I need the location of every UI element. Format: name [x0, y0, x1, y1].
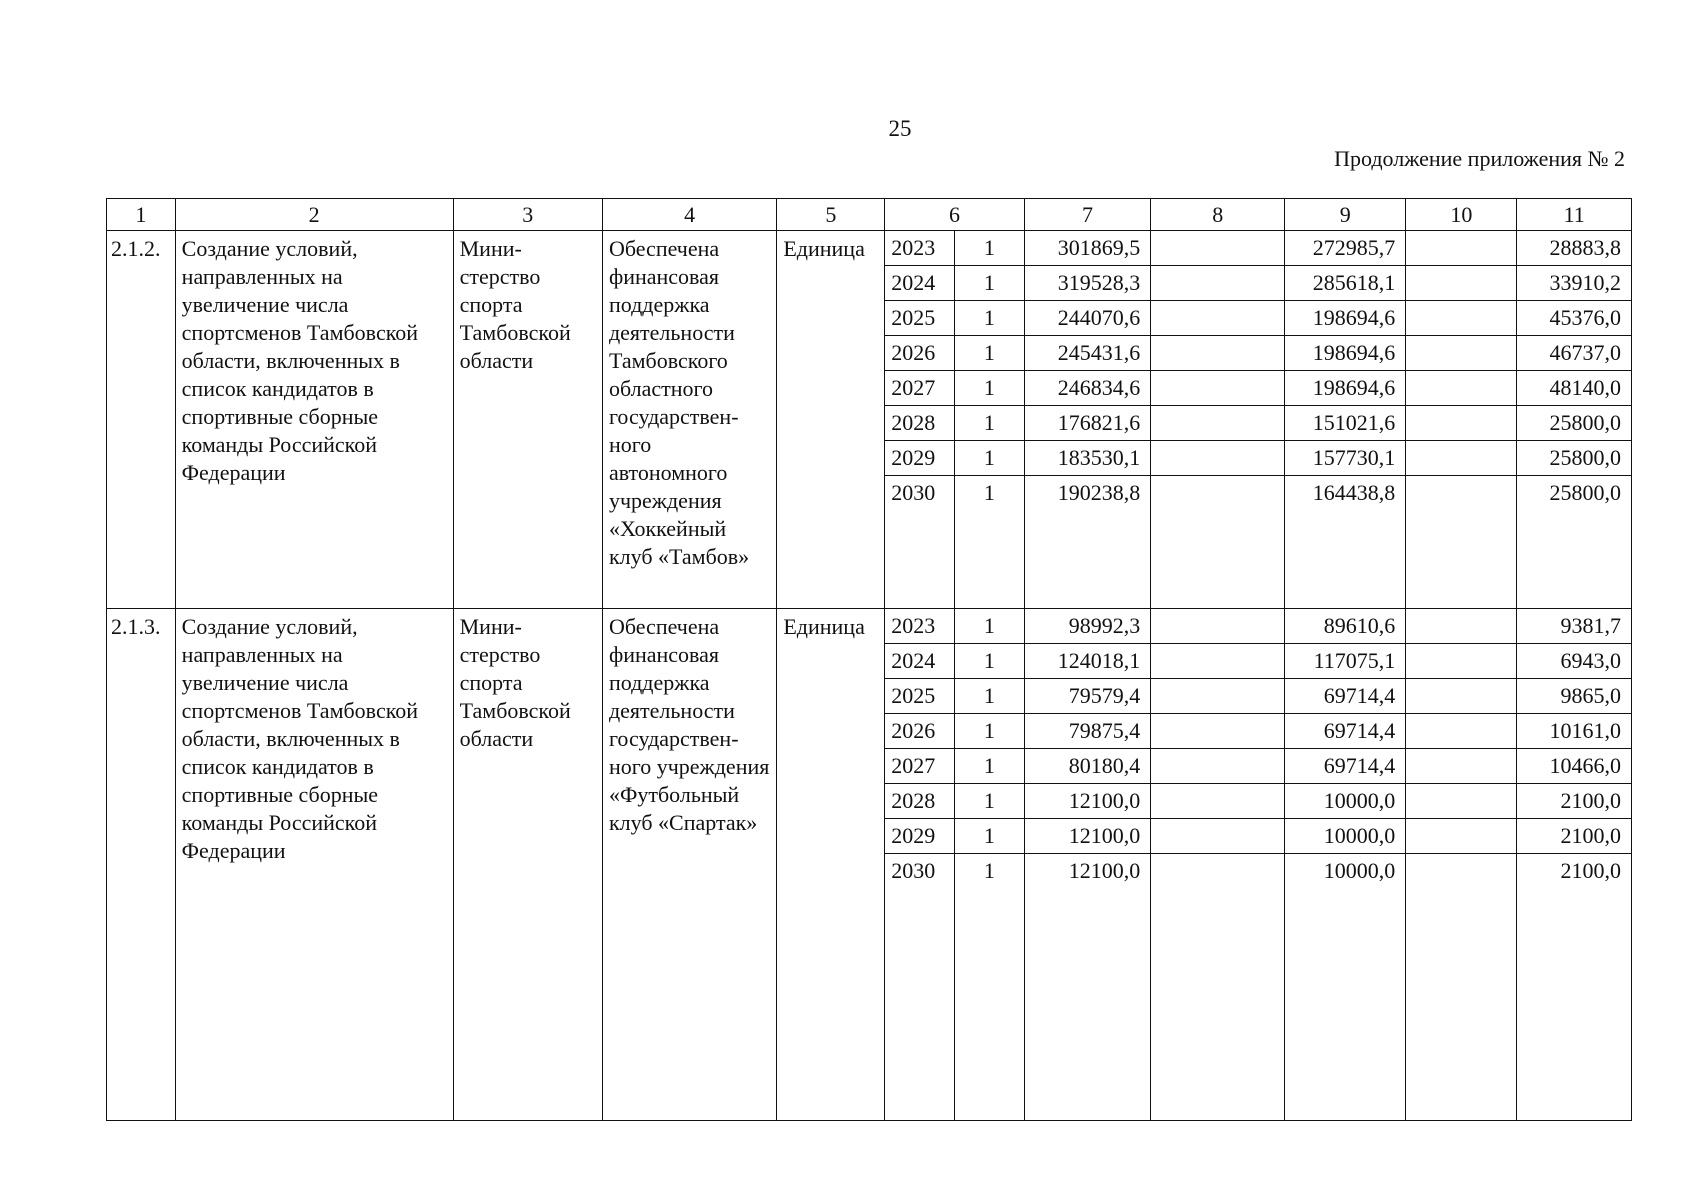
year-cell: 1 [955, 406, 1024, 441]
years-column [885, 231, 955, 609]
header-col-4: 4 [602, 199, 776, 231]
row-executor: Мини-стерство спорта Тамбовской области [453, 609, 602, 1121]
year-cell: 2100,0 [1517, 819, 1631, 854]
row-unit: Единица [777, 231, 885, 609]
year-cell: 12100,0 [1068, 858, 1141, 883]
year-cell: 9865,0 [1517, 679, 1631, 714]
row-description: Создание условий, направленных на увеличение числа спортсменов Тамбовской области, включенных в список кандидатов в спортивные сборные команды Российской Федерации [175, 231, 453, 609]
year-cell: 69714,4 [1285, 679, 1405, 714]
year-cell: 117075,1 [1285, 644, 1405, 679]
year-cell: 69714,4 [1285, 749, 1405, 784]
year-cell: 2023 [885, 609, 954, 644]
year-cell: 285618,1 [1285, 266, 1405, 301]
indicator-column [955, 609, 1025, 1121]
year-cell: 45376,0 [1517, 301, 1631, 336]
year-cell [1406, 476, 1516, 511]
year-cell: 2025 [885, 301, 954, 336]
year-cell: 98992,3 [1025, 609, 1150, 644]
year-cell: 2029 [885, 441, 954, 476]
year-cell [1406, 371, 1516, 406]
year-cell: 10000,0 [1323, 858, 1396, 883]
year-cell: 2027 [885, 371, 954, 406]
year-cell: 1 [955, 819, 1024, 854]
year-cell: 2100,0 [1517, 784, 1631, 819]
year-cell: 2100,0 [1560, 858, 1621, 883]
year-cell: 10000,0 [1285, 819, 1405, 854]
year-cell: 12100,0 [1025, 819, 1150, 854]
year-cell: 1 [955, 441, 1024, 476]
year-cell [1406, 819, 1516, 854]
year-cell: 1 [955, 749, 1024, 784]
header-col-6: 6 [885, 199, 1025, 231]
year-cell [1151, 714, 1284, 749]
year-cell: 2028 [885, 784, 954, 819]
table-row [107, 231, 1632, 609]
year-cell: 2026 [885, 714, 954, 749]
year-cell [1151, 231, 1284, 266]
year-cell: 1 [955, 336, 1024, 371]
year-cell [1151, 441, 1284, 476]
year-cell: 2030 [891, 858, 936, 883]
continuation-label: Продолжение приложения № 2 [1334, 146, 1625, 171]
year-cell [1406, 679, 1516, 714]
year-cell [1151, 644, 1284, 679]
year-cell [1151, 266, 1284, 301]
year-cell: 25800,0 [1517, 406, 1631, 441]
year-cell: 25800,0 [1517, 441, 1631, 476]
header-col-10: 10 [1406, 199, 1517, 231]
year-cell [1151, 336, 1284, 371]
year-cell: 2028 [885, 406, 954, 441]
year-cell [1406, 749, 1516, 784]
year-cell [1406, 336, 1516, 371]
row-description: Создание условий, направленных на увеличение числа спортсменов Тамбовской области, включенных в список кандидатов в спортивные сборные команды Российской Федерации [175, 609, 453, 1121]
year-cell: 157730,1 [1285, 441, 1405, 476]
year-cell [1151, 749, 1284, 784]
year-cell: 2024 [885, 266, 954, 301]
year-cell: 198694,6 [1285, 371, 1405, 406]
year-cell [1151, 609, 1284, 644]
year-cell [1406, 854, 1516, 889]
year-cell [1406, 441, 1516, 476]
year-cell: 9381,7 [1517, 609, 1631, 644]
header-col-3: 3 [453, 199, 602, 231]
year-cell: 89610,6 [1285, 609, 1405, 644]
year-cell [1406, 301, 1516, 336]
row-unit: Единица [777, 609, 885, 1121]
year-cell: 244070,6 [1025, 301, 1150, 336]
row-number: 2.1.2. [107, 231, 176, 609]
appendix-table [106, 198, 1632, 1121]
year-cell [1151, 819, 1284, 854]
row-result: Обеспечена финансовая поддержка деятельности государствен-ного учреждения «Футбольный клуб «Спартак» [602, 609, 776, 1121]
year-cell: 1 [983, 858, 995, 883]
header-col-5: 5 [777, 199, 885, 231]
year-cell: 2024 [885, 644, 954, 679]
header-col-8: 8 [1151, 199, 1285, 231]
year-cell: 246834,6 [1025, 371, 1150, 406]
years-column [885, 609, 955, 1121]
year-cell: 319528,3 [1025, 266, 1150, 301]
year-cell: 301869,5 [1025, 231, 1150, 266]
year-cell [1406, 714, 1516, 749]
header-col-7: 7 [1024, 199, 1150, 231]
year-cell: 1 [955, 231, 1024, 266]
header-col-11: 11 [1517, 199, 1632, 231]
year-cell: 12100,0 [1025, 784, 1150, 819]
year-cell: 79579,4 [1025, 679, 1150, 714]
year-cell: 198694,6 [1285, 301, 1405, 336]
year-cell: 79875,4 [1025, 714, 1150, 749]
year-cell: 80180,4 [1025, 749, 1150, 784]
page-number: 25 [888, 116, 912, 141]
year-cell [1151, 854, 1284, 889]
year-cell [1406, 231, 1516, 266]
year-cell: 183530,1 [1025, 441, 1150, 476]
table-row [107, 609, 1632, 1121]
col9-regional [1285, 609, 1406, 1121]
year-cell [1151, 301, 1284, 336]
year-cell: 1 [955, 301, 1024, 336]
col9-regional [1285, 231, 1406, 609]
year-cell: 1 [955, 371, 1024, 406]
col7-total [1024, 609, 1150, 1121]
year-cell [1151, 476, 1284, 511]
header-col-1: 1 [107, 199, 176, 231]
year-cell: 272985,7 [1285, 231, 1405, 266]
col7-total [1024, 231, 1150, 609]
year-cell [1151, 784, 1284, 819]
year-cell: 10161,0 [1517, 714, 1631, 749]
year-cell: 46737,0 [1517, 336, 1631, 371]
year-cell [1151, 679, 1284, 714]
year-cell: 33910,2 [1517, 266, 1631, 301]
row-number: 2.1.3. [107, 609, 176, 1121]
header-col-9: 9 [1285, 199, 1406, 231]
col8-empty [1151, 609, 1285, 1121]
year-cell: 2026 [885, 336, 954, 371]
year-cell [1406, 784, 1516, 819]
year-cell: 1 [955, 784, 1024, 819]
year-cell: 28883,8 [1517, 231, 1631, 266]
year-cell: 2023 [885, 231, 954, 266]
col11-other [1517, 231, 1632, 609]
year-cell: 190238,8 [1057, 480, 1141, 505]
year-cell: 2029 [885, 819, 954, 854]
year-cell: 124018,1 [1025, 644, 1150, 679]
year-cell: 25800,0 [1549, 480, 1621, 505]
year-cell: 1 [955, 714, 1024, 749]
year-cell [1406, 266, 1516, 301]
year-cell: 151021,6 [1285, 406, 1405, 441]
year-cell: 1 [983, 480, 995, 505]
year-cell: 1 [955, 266, 1024, 301]
year-cell: 1 [955, 679, 1024, 714]
year-cell: 164438,8 [1312, 480, 1396, 505]
row-executor: Мини-стерство спорта Тамбовской области [453, 231, 602, 609]
header-row [107, 199, 1632, 231]
year-cell: 1 [955, 609, 1024, 644]
year-cell [1406, 609, 1516, 644]
year-cell: 198694,6 [1285, 336, 1405, 371]
year-cell [1151, 406, 1284, 441]
year-cell: 6943,0 [1517, 644, 1631, 679]
year-cell: 245431,6 [1025, 336, 1150, 371]
year-cell: 48140,0 [1517, 371, 1631, 406]
year-cell: 69714,4 [1285, 714, 1405, 749]
year-cell: 10000,0 [1285, 784, 1405, 819]
year-cell: 176821,6 [1025, 406, 1150, 441]
year-cell: 10466,0 [1517, 749, 1631, 784]
col11-other [1517, 609, 1632, 1121]
col10-empty [1406, 231, 1517, 609]
year-cell [1406, 644, 1516, 679]
year-cell: 1 [955, 644, 1024, 679]
year-cell: 2027 [885, 749, 954, 784]
row-result: Обеспечена финансовая поддержка деятельности Тамбовского областного государствен-ного автономного учреждения «Хоккейный клуб «Тамбов» [602, 231, 776, 609]
col8-empty [1151, 231, 1285, 609]
year-cell: 2030 [891, 480, 936, 505]
year-cell [1151, 371, 1284, 406]
col10-empty [1406, 609, 1517, 1121]
year-cell [1406, 406, 1516, 441]
indicator-column [955, 231, 1025, 609]
header-col-2: 2 [175, 199, 453, 231]
year-cell: 2025 [885, 679, 954, 714]
